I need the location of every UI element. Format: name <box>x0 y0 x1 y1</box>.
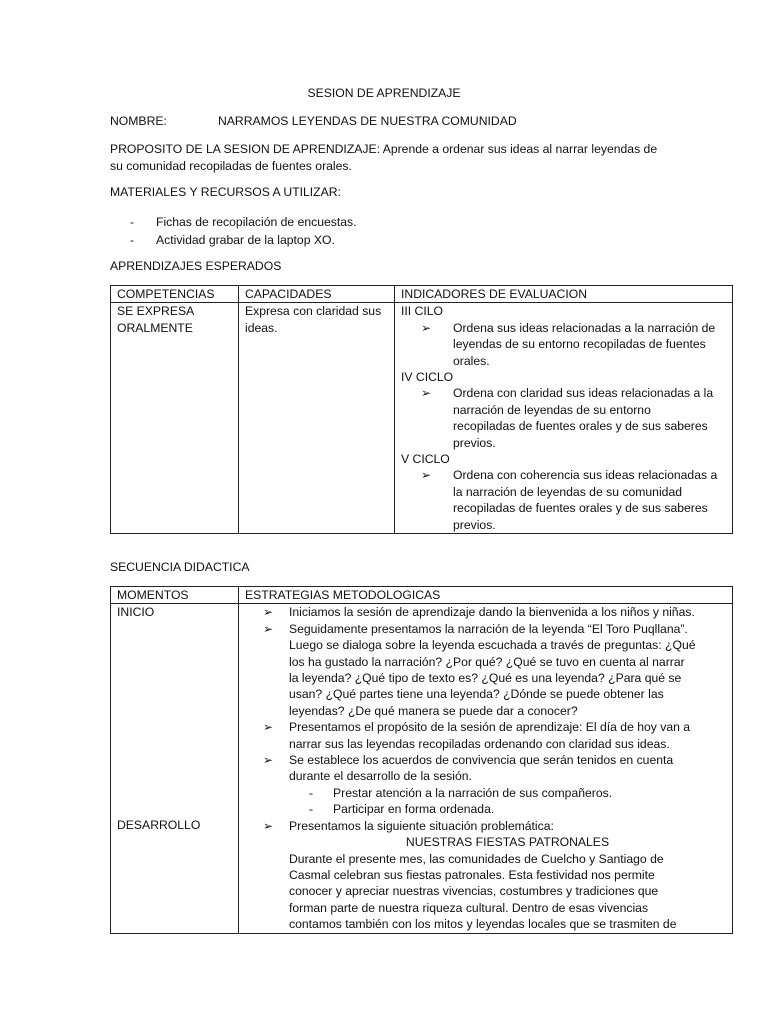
header-momentos: MOMENTOS <box>111 587 239 604</box>
materials-heading: MATERIALES Y RECURSOS A UTILIZAR: <box>110 185 341 199</box>
table-header-row <box>111 587 733 604</box>
strategy-line: durante el desarrollo de la sesión. <box>289 769 472 784</box>
strategy-line: narrar sus las leyendas recopiladas ordenando con claridad sus ideas. <box>289 736 670 751</box>
moment-inicio: INICIO <box>117 605 155 620</box>
arrow-bullet-icon: ➢ <box>263 605 274 620</box>
strategy-item <box>263 818 726 834</box>
strategy-line: la leyenda? ¿Qué tipo de texto es? ¿Qué es una leyenda? ¿Para qué se <box>289 671 682 686</box>
didactic-sequence-table <box>110 586 733 934</box>
arrow-bullet-icon: ➢ <box>421 468 432 483</box>
story-line: forman parte de nuestra riqueza cultural. Dentro de esas vivencias <box>289 900 649 915</box>
strategy-item <box>263 752 726 785</box>
strategy-item <box>263 621 726 719</box>
sequence-heading: SECUENCIA DIDACTICA <box>110 560 250 574</box>
header-indicadores: INDICADORES DE EVALUACION <box>395 286 733 303</box>
strategy-line: Luego se dialoga sobre la leyenda escuchada a través de preguntas: ¿Qué <box>289 638 696 653</box>
table-row <box>111 604 733 933</box>
capacidad-line: ideas. <box>245 320 278 335</box>
indicator-line: la narración de leyendas de su comunidad <box>453 484 683 499</box>
capacidad-line: Expresa con claridad sus <box>245 304 382 319</box>
indicator-line: previos. <box>453 517 496 532</box>
indicator-line: narración de leyendas de su entorno <box>453 402 651 417</box>
story-line: conocer y apreciar nuestras vivencias, costumbres y tradiciones que <box>289 884 659 899</box>
indicator-line: recopiladas de fuentes orales y de sus saberes <box>453 419 708 434</box>
indicator-line: Ordena sus ideas relacionadas a la narración de <box>453 320 716 335</box>
materials-list <box>130 213 357 249</box>
indicator-line: previos. <box>453 435 496 450</box>
strategy-line: Seguidamente presentamos la narración de la leyenda “El Toro Puqllana”. <box>289 621 688 636</box>
arrow-bullet-icon: ➢ <box>263 818 274 833</box>
purpose-line-1: PROPOSITO DE LA SESION DE APRENDIZAJE: Aprende a ordenar sus ideas al narrar leyendas de <box>110 142 658 156</box>
strategy-item <box>263 719 726 752</box>
indicator-line: Ordena con coherencia sus ideas relacionadas a <box>453 468 718 483</box>
strategy-line: leyendas? ¿De qué manera se puede dar a conocer? <box>289 703 578 718</box>
competencia-line: SE EXPRESA <box>117 304 195 319</box>
moment-desarrollo: DESARROLLO <box>117 818 201 833</box>
indicator-line: leyendas de su entorno recopiladas de fuentes <box>453 337 706 352</box>
name-label: NOMBRE: <box>110 114 167 128</box>
indicadores-cell <box>395 303 733 534</box>
arrow-bullet-icon: ➢ <box>421 386 432 401</box>
indicator-item <box>421 320 726 369</box>
story-line: Durante el presente mes, las comunidades de Cuelcho y Santiago de <box>289 851 664 866</box>
cycle-name: III CILO <box>401 304 443 319</box>
strategy-item <box>263 604 726 620</box>
header-competencias: COMPETENCIAS <box>111 286 239 303</box>
agreement-item: - Prestar atención a la narración de sus compañeros. <box>309 785 726 801</box>
indicator-item <box>421 467 726 533</box>
indicator-line: Ordena con claridad sus ideas relacionadas a la <box>453 386 714 401</box>
strategy-line: Presentamos el propósito de la sesión de aprendizaje: El día de hoy van a <box>289 720 691 735</box>
story-line: Casmal celebran sus fiestas patronales. Esta festividad nos permite <box>289 867 655 882</box>
header-estrategias: ESTRATEGIAS METODOLOGICAS <box>239 587 733 604</box>
materials-item: - Fichas de recopilación de encuestas. <box>130 213 357 231</box>
story-title: NUESTRAS FIESTAS PATRONALES <box>405 835 610 850</box>
indicator-line: recopiladas de fuentes orales y de sus saberes <box>453 501 708 516</box>
expected-heading: APRENDIZAJES ESPERADOS <box>110 259 282 273</box>
capacidad-cell <box>239 303 395 534</box>
cycle-name: IV CICLO <box>401 370 454 385</box>
indicator-item <box>421 385 726 451</box>
strategies-cell <box>239 604 733 933</box>
arrow-bullet-icon: ➢ <box>263 621 274 636</box>
competencia-line: ORALMENTE <box>117 320 193 335</box>
materials-item: - Actividad grabar de la laptop XO. <box>130 231 357 249</box>
cycle-name: V CICLO <box>401 452 450 467</box>
strategy-line: los ha gustado la narración? ¿Por qué? ¿Qué se tuvo en cuenta al narrar <box>289 654 685 669</box>
strategy-line: usan? ¿Qué partes tiene una leyenda? ¿Dónde se puede obtener las <box>289 687 664 702</box>
expected-learning-table <box>110 285 733 534</box>
arrow-bullet-icon: ➢ <box>263 753 274 768</box>
strategy-line: Se establece los acuerdos de convivencia que serán tenidos en cuenta <box>289 753 674 768</box>
document-title: SESION DE APRENDIZAJE <box>307 86 461 100</box>
table-header-row <box>111 286 733 303</box>
moments-cell <box>111 604 239 933</box>
strategy-line: Presentamos la siguiente situación problemática: <box>289 818 554 833</box>
arrow-bullet-icon: ➢ <box>263 720 274 735</box>
strategy-line: Iniciamos la sesión de aprendizaje dando la bienvenida a los niños y niñas. <box>289 605 695 620</box>
table-row <box>111 303 733 534</box>
competencia-cell <box>111 303 239 534</box>
arrow-bullet-icon: ➢ <box>421 320 432 335</box>
agreement-item: - Participar en forma ordenada. <box>309 801 726 817</box>
name-value: NARRAMOS LEYENDAS DE NUESTRA COMUNIDAD <box>218 114 517 128</box>
indicator-line: orales. <box>453 353 490 368</box>
purpose-line-2: su comunidad recopiladas de fuentes orales. <box>110 159 352 173</box>
story-line: contamos también con los mitos y leyendas locales que se trasmiten de <box>289 917 677 932</box>
header-capacidades: CAPACIDADES <box>239 286 395 303</box>
